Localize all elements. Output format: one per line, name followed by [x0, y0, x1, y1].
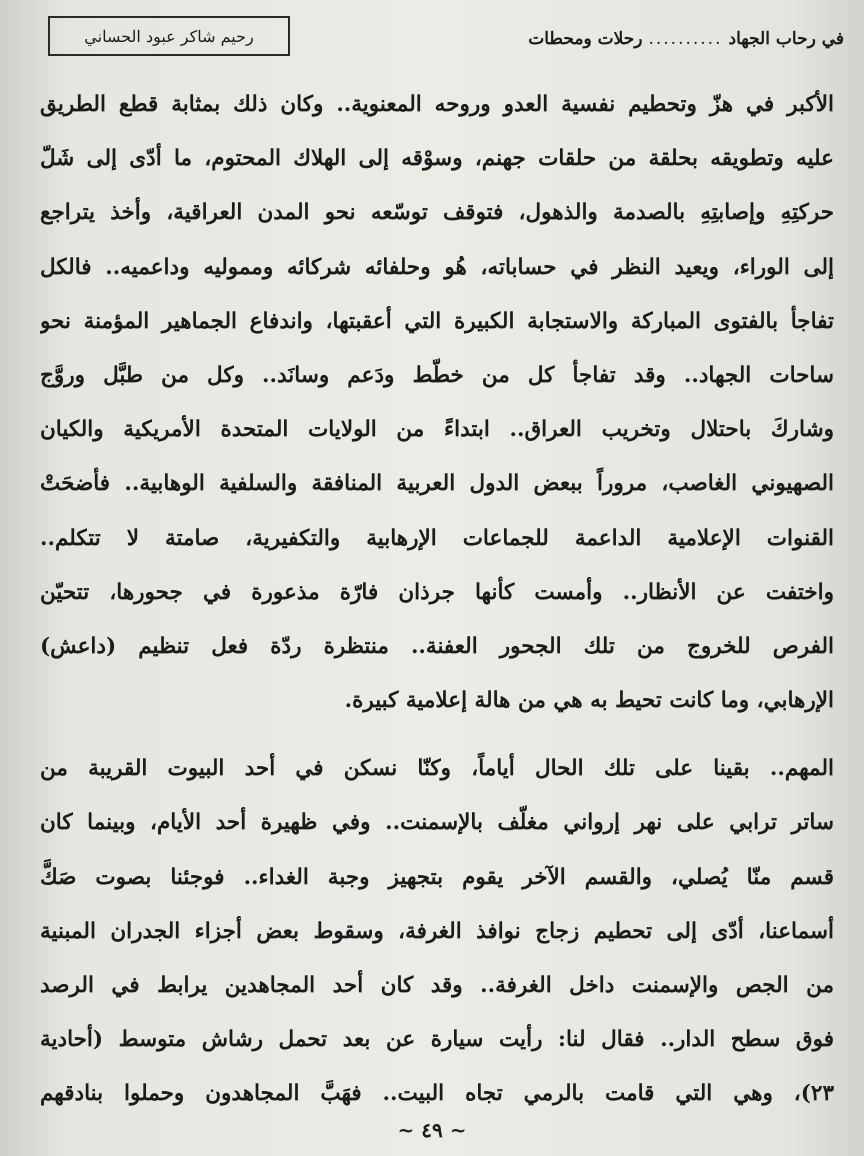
text-line: حركتِهِ وإصابتِهِ بالصدمة والذهول، فتوقف توسّعه نحو المدن العراقية، وأخذ يتراجع: [40, 200, 834, 226]
text-line: تفاجأ بالفتوى المباركة والاستجابة الكبيرة التي أعقبتها، واندفاع الجماهير المؤمنة نحو: [40, 308, 834, 334]
running-head: [528, 22, 844, 56]
text-line: الفرص للخروج من تلك الجحور العفنة.. منتظرة ردّة فعل تنظيم (داعش): [40, 633, 834, 659]
leader-dots: ..........: [648, 29, 723, 49]
section-title: رحلات ومحطات: [528, 29, 643, 49]
text-line: قسم منّا يُصلي، والقسم الآخر يقوم بتجهيز وجبة الغداء.. فوجئنا بصوت صَكَّ: [40, 864, 834, 890]
text-line: عليه وتطويقه بحلقة من حلقات جهنم، وسوْقه إلى الهلاك المحتوم، ما أدّى إلى شَلّ: [40, 146, 834, 172]
page-number: ~ ٤٩ ~: [397, 1118, 467, 1142]
body-text: [40, 78, 834, 1122]
running-title: في رحاب الجهاد: [728, 29, 844, 49]
paragraph: [40, 78, 834, 728]
text-line: الصهيوني الغاصب، مروراً ببعض الدول العربية المنافقة والسلفية الوهابية.. فأضحَتْ: [40, 471, 834, 497]
text-line: الأكبر في هزّ وتحطيم نفسية العدو وروحه المعنوية.. وكان ذلك بمثابة قطع الطريق: [40, 92, 834, 117]
text-line: ساتر ترابي على نهر إرواني مغلّف بالإسمنت.. وفي ظهيرة أحد الأيام، وبينما كان: [40, 810, 834, 836]
text-line: واختفت عن الأنظار.. وأمست كأنها جرذان فارّة مذعورة في جحورها، تتحيّن: [40, 579, 834, 605]
paragraph-gap: [40, 728, 834, 742]
author-name: رحيم شاكر عبود الحساني: [84, 26, 254, 46]
text-line: إلى الوراء، ويعيد النظر في حساباته، هُو وحلفائه شركائه ومموليه وداعميه.. فالكل: [40, 254, 834, 280]
text-line: ٢٣)، وهي التي قامت بالرمي تجاه البيت.. فهَبَّ المجاهدون وحملوا بنادقهم: [40, 1081, 834, 1107]
text-line: ساحات الجهاد.. وقد تفاجأ كل من خطّط ودَعم وسانَد.. وكل من طبَّل وروَّج: [40, 362, 834, 388]
text-line: من الجص والإسمنت داخل الغرفة.. وقد كان أحد المجاهدين يرابط في الرصد: [40, 973, 834, 998]
text-line: وشاركَ باحتلال وتخريب العراق.. ابتداءً من الولايات المتحدة الأمريكية والكيان: [40, 417, 834, 443]
author-name-box: [48, 16, 290, 56]
paragraph: [40, 742, 834, 1121]
text-line: أسماعنا، أدّى إلى تحطيم زجاج نوافذ الغرفة، وسقوط بعض أجزاء الجدران المبنية: [40, 918, 834, 944]
text-line: القنوات الإعلامية الداعمة للجماعات الإرهابية والتكفيرية، صامتة لا تتكلم..: [40, 525, 834, 551]
text-line: الإرهابي، وما كانت تحيط به هي من هالة إعلامية كبيرة.: [344, 688, 834, 714]
text-line: فوق سطح الدار.. فقال لنا: رأيت سيارة عن بعد تحمل رشاش متوسط (أحادية: [40, 1027, 834, 1053]
page-header: [48, 16, 844, 64]
text-line: المهم.. بقينا على تلك الحال أياماً، وكنّا نسكن في أحد البيوت القريبة من: [40, 756, 834, 782]
